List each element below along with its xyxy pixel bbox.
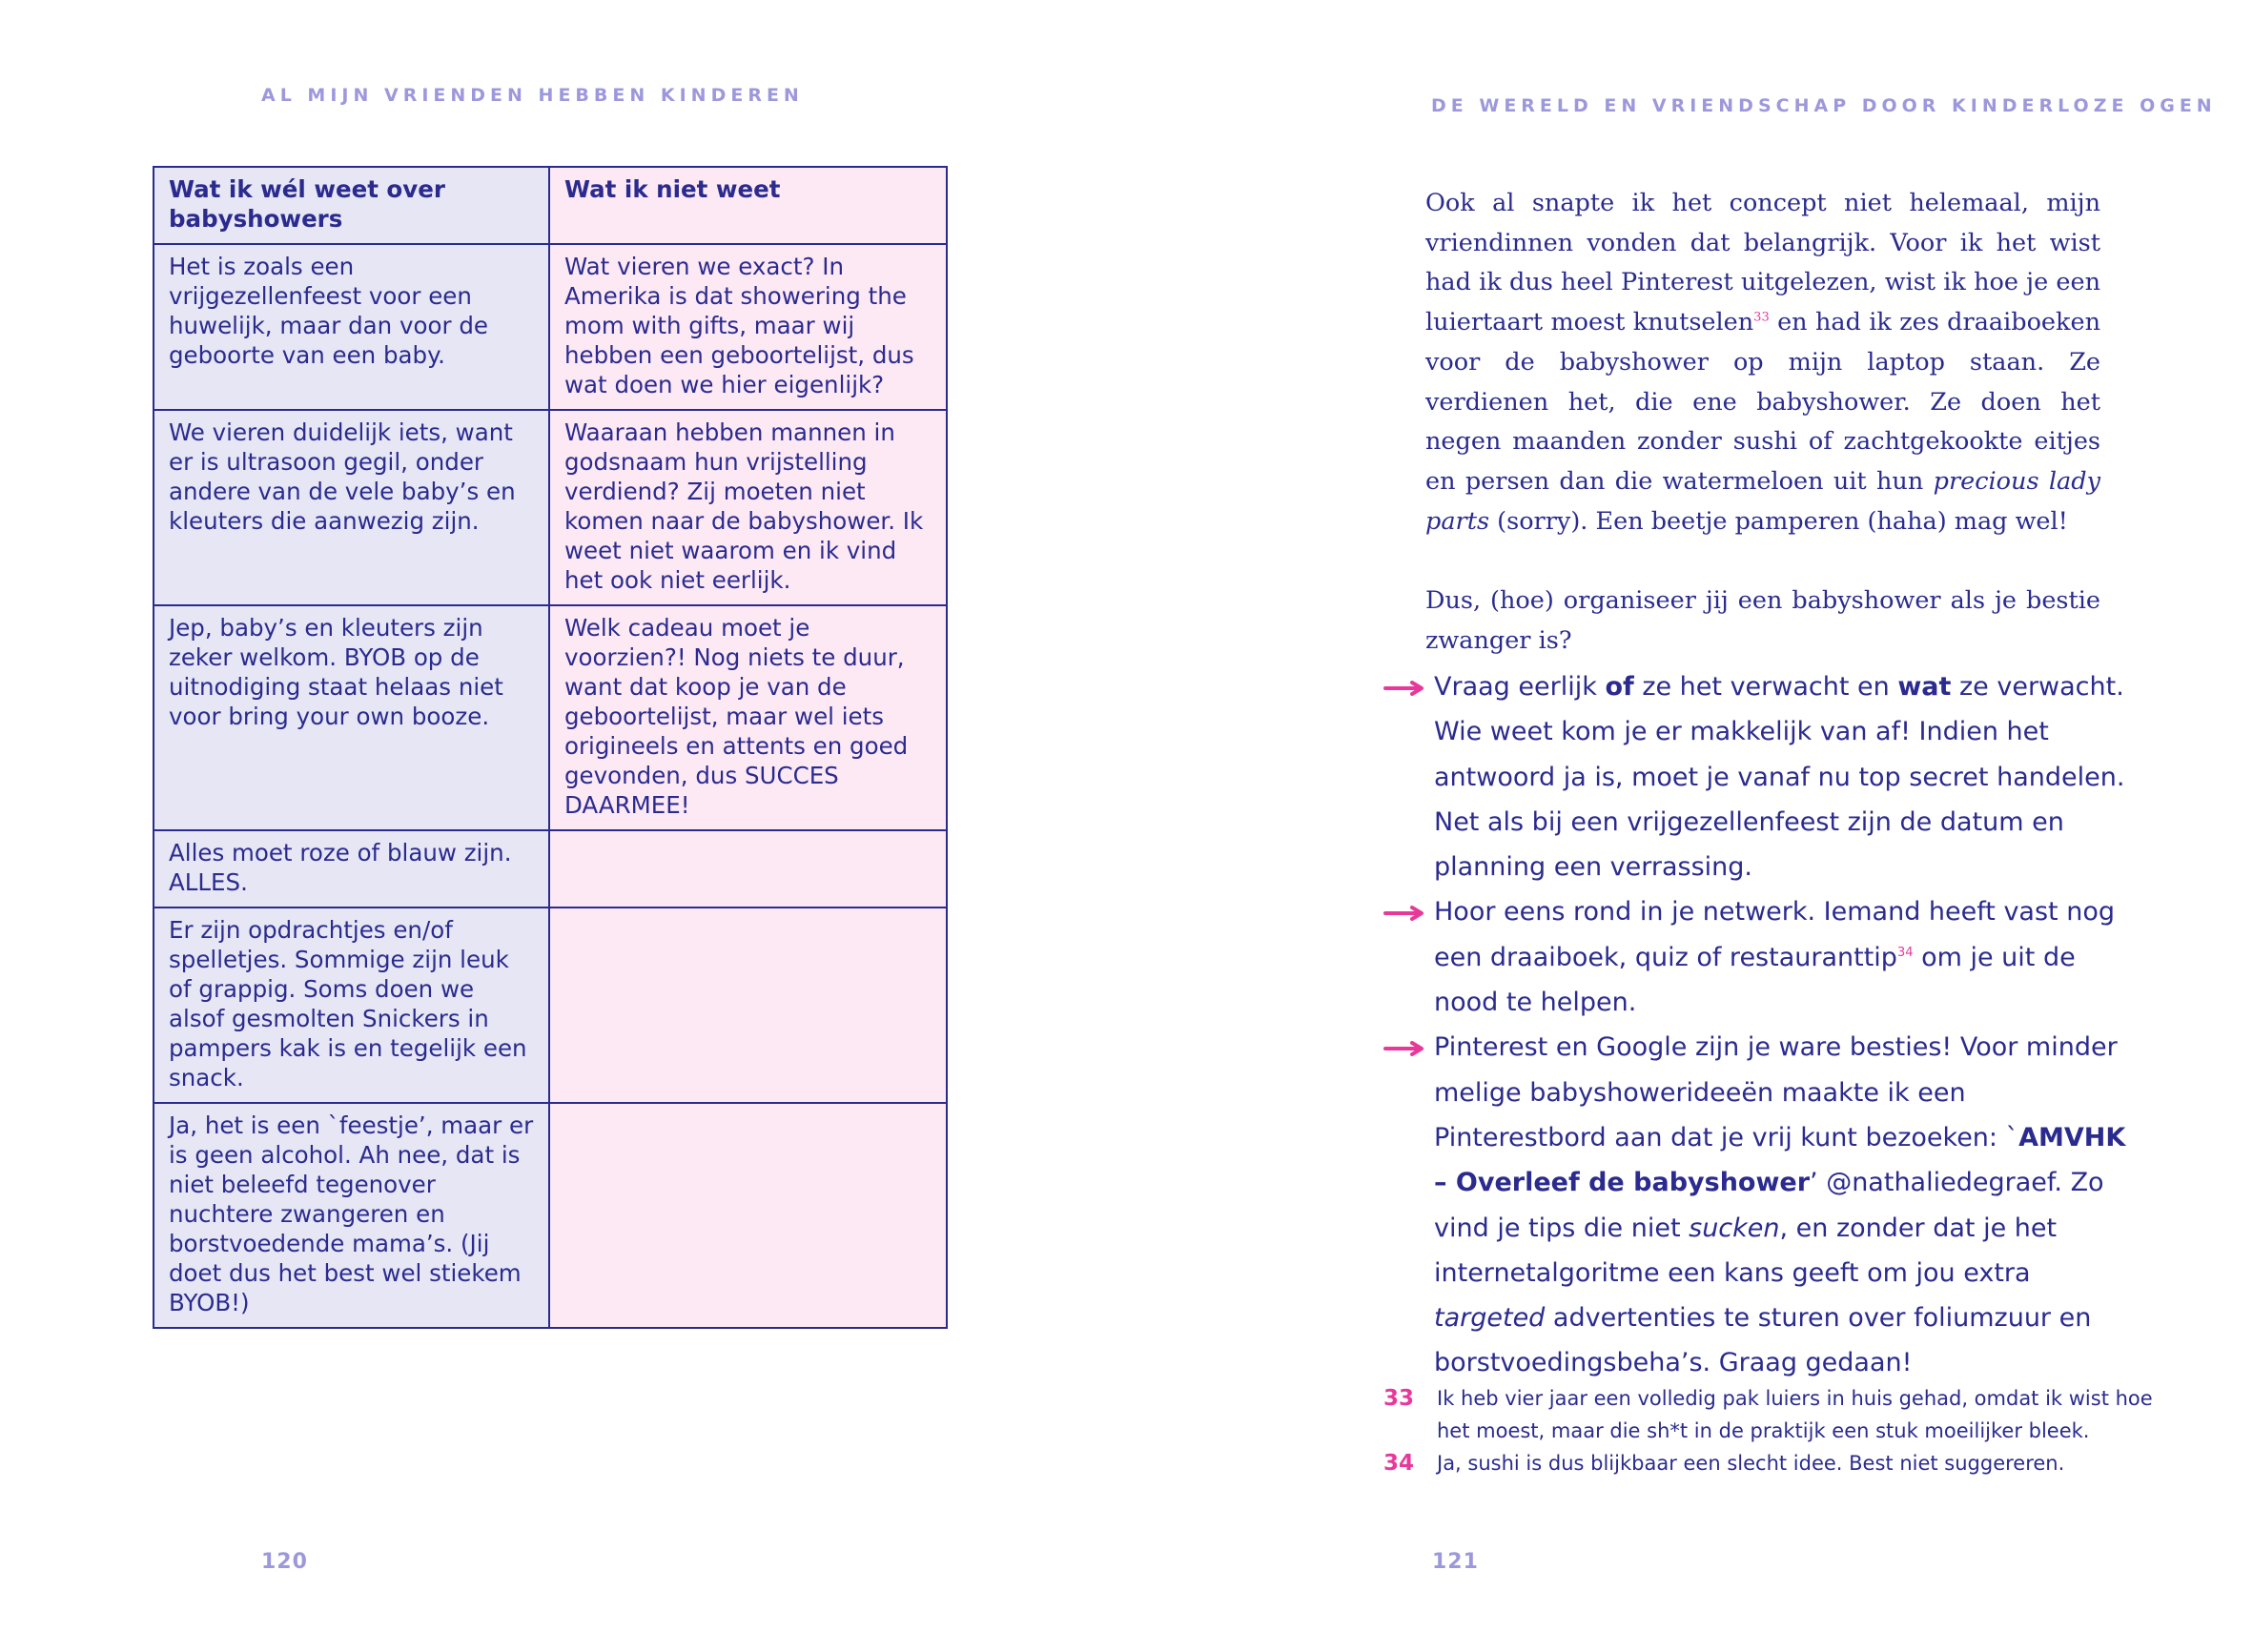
column-header-unknown: Wat ik niet weet <box>549 167 947 244</box>
table-cell <box>549 908 947 1103</box>
text-run: Vraag eerlijk <box>1434 672 1606 702</box>
column-header-known: Wat ik wél weet over babyshowers <box>154 167 549 244</box>
text-run: Hoor eens rond in je netwerk. Iemand heeft vast nog een draaiboek, quiz of restauranttip <box>1434 897 2115 972</box>
text-run: (sorry). Een beetje pamperen (haha) mag wel! <box>1489 506 2068 536</box>
arrow-right-icon <box>1383 681 1425 696</box>
table-cell: Welk cadeau moet je voorzien?! Nog niets te duur, want dat koop je van de geboortelijst, maar wel iets origineels en attents en goed gevonden, dus SUCCES DAARMEE! <box>549 605 947 830</box>
table-cell: Ja, het is een `feestje’, maar er is geen alcohol. Ah nee, dat is niet beleefd tegenover nuchtere zwangeren en borstvoedende mama’s. (Jij doet dus het best wel stiekem BYOB!) <box>154 1103 549 1328</box>
footnote-number: 34 <box>1383 1451 1415 1476</box>
table-cell <box>549 830 947 908</box>
table-cell: We vieren duidelijk iets, want er is ultrasoon gegil, onder andere van de vele baby’s en kleuters die aanwezig zijn. <box>154 410 549 605</box>
text-run: , en zonder dat je het internetalgoritme een kans geeft om jou extra <box>1434 1213 2058 1288</box>
text-run: Pinterest en Google zijn je ware besties! Voor minder melige babyshowerideeën maakte ik een Pinterestbord aan dat je vrij kunt bezoeken: ` <box>1434 1032 2118 1152</box>
footnote-number: 33 <box>1383 1386 1415 1411</box>
running-head: AL MIJN VRIENDEN HEBBEN KINDEREN <box>261 85 804 106</box>
text-run: om je uit de nood te helpen. <box>1434 942 2076 1018</box>
text-run: Ook al snapte ik het concept niet helemaal, mijn vriendinnen vonden dat belangrijk. Voor ik het wist had ik dus heel Pinterest uitgelezen, wist ik hoe je een luiertaart moest knutselen <box>1425 189 2100 337</box>
bold-text: wat <box>1897 672 1952 702</box>
footnote <box>1383 1447 2175 1479</box>
paragraph <box>1425 184 2100 541</box>
table-row <box>154 830 947 908</box>
arrow-right-icon <box>1383 906 1425 921</box>
arrow-right-icon <box>1383 1041 1425 1056</box>
text-run: ze verwacht. Wie weet kom je er makkelijk van af! Indien het antwoord ja is, moet je vanaf nu top secret handelen. Net als bij een vrijgezellenfeest zijn de datum en planning een verrassing. <box>1434 672 2125 883</box>
paragraph: Dus, (hoe) organiseer jij een babyshower als je bestie zwanger is? <box>1425 586 2100 655</box>
table-cell: Waaraan hebben mannen in godsnaam hun vrijstelling verdiend? Zij moeten niet komen naar de babyshower. Ik weet niet waarom en ik vind het ook niet eerlijk. <box>549 410 947 605</box>
table-cell <box>549 1103 947 1328</box>
table-cell: Wat vieren we exact? In Amerika is dat showering the mom with gifts, maar wij hebben een geboortelijst, dus wat doen we hier eigenlijk? <box>549 244 947 410</box>
text-run: advertenties te sturen over foliumzuur en borstvoedingsbeha’s. Graag gedaan! <box>1434 1303 2092 1378</box>
table-row <box>154 1103 947 1328</box>
footnote-ref[interactable]: 34 <box>1896 945 1914 960</box>
italic-text: sucken <box>1689 1213 1780 1243</box>
comparison-table <box>153 166 948 1329</box>
bold-text: of <box>1605 672 1634 702</box>
bold-text: AMVHK – Overleef de babyshower <box>1434 1122 2126 1198</box>
footnote <box>1383 1382 2175 1447</box>
text-run: en had ik zes draaiboeken voor de babyshower op mijn laptop staan. Ze verdienen het, die ene babyshower. Ze doen het negen maanden zonder sushi of zachtgekookte eitjes en persen dan die watermeloen uit hun <box>1425 308 2100 496</box>
text-run: ’ @nathaliedegraef. Zo vind je tips die niet <box>1434 1168 2104 1243</box>
italic-text: precious lady parts <box>1425 466 2100 536</box>
table-cell: Alles moet roze of blauw zijn. ALLES. <box>154 830 549 908</box>
running-head: DE WERELD EN VRIENDSCHAP DOOR KINDERLOZE OGEN <box>1431 95 2217 116</box>
table-row <box>154 244 947 410</box>
footnote-text: Ja, sushi is dus blijkbaar een slecht idee. Best niet suggereren. <box>1437 1452 2065 1475</box>
list-item <box>1383 1025 2137 1385</box>
footnotes <box>1383 1382 2175 1479</box>
page-number: 121 <box>1432 1550 1479 1574</box>
list-item <box>1383 664 2137 889</box>
table-cell: Jep, baby’s en kleuters zijn zeker welkom. BYOB op de uitnodiging staat helaas niet voor bring your own booze. <box>154 605 549 830</box>
table-header-row <box>154 167 947 244</box>
table-cell: Het is zoals een vrijgezellenfeest voor een huwelijk, maar dan voor de geboorte van een baby. <box>154 244 549 410</box>
tips-list <box>1383 664 2137 1386</box>
left-page <box>0 0 1126 1652</box>
italic-text: targeted <box>1434 1303 1546 1334</box>
intro-text <box>1425 184 2100 661</box>
table-row <box>154 410 947 605</box>
text-run: ze het verwacht en <box>1633 672 1898 702</box>
table-row <box>154 605 947 830</box>
table-cell: Er zijn opdrachtjes en/of spelletjes. Sommige zijn leuk of grappig. Soms doen we alsof gesmolten Snickers in pampers kak is en tegelijk een snack. <box>154 908 549 1103</box>
list-item <box>1383 889 2137 1025</box>
footnote-ref[interactable]: 33 <box>1753 310 1770 325</box>
page-number: 120 <box>261 1550 308 1574</box>
footnote-text: Ik heb vier jaar een volledig pak luiers in huis gehad, omdat ik wist hoe het moest, maar die sh*t in de praktijk een stuk moeilijker bleek. <box>1437 1387 2153 1442</box>
table-row <box>154 908 947 1103</box>
right-page <box>1126 0 2253 1652</box>
